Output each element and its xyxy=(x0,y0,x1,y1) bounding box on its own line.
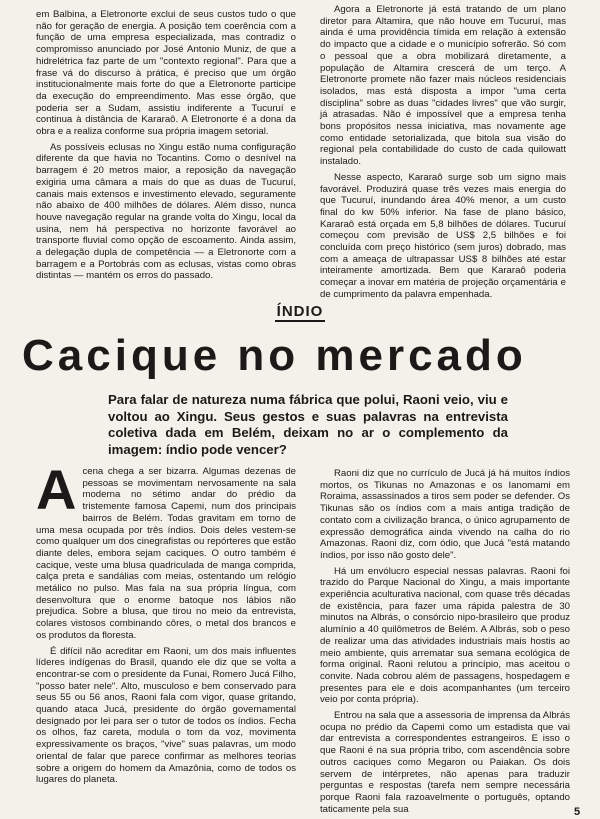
paragraph: Raoni diz que no currículo de Jucá já há muitos índios mortos, os Tikunas no Amazonas e os Ianomami em Roraima, assassinados a tiros sem poder se defender. Os Tikunas são os índios com a mais antiga tradição de contato com a civilização branca, o único agrupamento de expressão demográfica ainda vivendo na calha do rio Amazonas. Raoni diz, com ódio, que Jucá "está matando índios, por isso não gosto dele". xyxy=(320,468,570,561)
lead-paragraph xyxy=(36,458,296,642)
paragraph: Agora a Eletronorte já está tratando de um plano diretor para Altamira, que não houve em Tucuruí, mas ainda é uma providência tímida em relação à extensão do impacto que a cidade e o município sofrerão. Só com o pessoal que a obra mobilizará diretamente, a população de Altamira crescerá de um terço. A Eletronorte promete não fazer mais núcleos residenciais isolados, mas está disposta a impor "uma certa disciplina" sobre as duas "cidades livres" que vão surgir, já atrasadas. Não é impossível que a empresa tenha bons propósitos nessa iniciativa, mas novamente age como entidade setorializada, que bitola sua visão do regional pela contabilidade do custo de cada quilowatt instalado. xyxy=(320,4,566,168)
drop-cap: A xyxy=(36,458,77,521)
deck-subheading: Para falar de natureza numa fábrica que polui, Raoni veio, viu e voltou ao Xingu. Seus gestos e suas palavras na entrevista coletiva dada em Belém, deixam no ar o complemento da imagem: índio pode vencer? xyxy=(108,392,508,457)
paragraph: As possíveis eclusas no Xingu estão numa configuração diferente da que havia no Tocantins. Como o desnível na barragem é 20 metros maior, a reposição da navegação exigiria uma câmara a mais do que as duas de Tucuruí, canais mais extensos e investimento elevado, seguramente não abaixo de 400 milhões de dólares. Além disso, nunca houve navegação regular na grande volta do Xingu, local da usina, nem há perspectiva no horizonte favorável ao transporte fluvial como opção de escoamento. Ainda assim, a delegação dupla de competência — a Eletronorte com a barragem e a Portobrás com as eclusas, vistas como obras distintas — mantém os erros do passado. xyxy=(36,141,296,282)
article-column-top-left xyxy=(36,9,296,286)
page-number: 5 xyxy=(574,806,581,818)
paragraph: Entrou na sala que a assessoria de imprensa da Albrás ocupa no prédio da Capemi como um estadista que vai dar entrevista a correspondentes estrangeiros. E isso o que Raoni é na sua própria tribo, com ascendência sobre outros caciques como Megaron ou Paiakan. Os dois servem de intérpretes, não apenas para traduzir perguntas e respostas (tarefa nem sempre necessária porque Raoni fala razoavelmente o português, optando taticamente pela sua xyxy=(320,710,570,815)
section-label xyxy=(0,303,600,320)
paragraph: É difícil não acreditar em Raoni, um dos mais influentes líderes indígenas do Brasil, quando ele diz que se volta a encontrar-se com o presidente da Funai, Romero Jucá Filho, "posso bater nele". Alto, musculoso e bem conservado para seus 55 ou 56 anos, Raoni fala com vigor, quase gritando, quando ataca Jucá, presidente do órgão governamental designado por lei para ser o tutor de todos os índios. Fecha os olhos, faz careta, modula o tom da voz, movimenta expressivamente os braços, "vive" suas palavras, um modo oriental de falar que parece confirmar as melhores teorias sobre a origem do homem da Amazônia, como de todos os lugares do planeta. xyxy=(36,645,296,786)
lead-paragraph-text: cena chega a ser bizarra. Algumas dezenas de pessoas se movimentam nervosamente na sala moderna no sétimo andar do prédio da tristemente famosa Capemi, num dos principais bairros de Belém. Todas gravitam em torno de uma mesa ocupada por três índios. Dois deles vestem-se como qualquer um dos cinegrafistas ou repórteres que estão diante deles, embora sejam caciques. O outro também é cacique, veste uma blusa quadriculada de manga comprida, calça preta e sandálias com meias, ostentando um relógio metálico no pulso. Mas fala na sua própria língua, com desenvoltura que o enorme batoque nos lábios não prejudica. Sobre a blusa, que tirou no meio da entrevista, colares vistosos combinando côres, o metal dos brancos e os produtos da floresta. xyxy=(36,466,296,641)
paragraph: em Balbina, a Eletronorte exclui de seus custos tudo o que não for geração de energia. A posição tem coerência com a função de uma empresa especializada, mas contradiz o compromisso anunciado por José Antonio Muniz, de que a hidrelétrica faz parte de um "contexto regional". Para que a frase vá do discurso à prática, é preciso que um órgão institucionalmente mais forte do que a Eletronorte participe da execução do empreendimento. Mas esse órgão, que poderia ser a Sudam, assistiu indiferente a Tucuruí e continua à distância de Kararaô. A Eletronorte é a dona da obra e a realiza conforme sua própria imagem setorial. xyxy=(36,9,296,138)
paragraph: Nesse aspecto, Kararaô surge sob um signo mais favorável. Produzirá quase três vezes mais energia do que Tucuruí, inundando área 40% menor, a um custo final do kw 50% inferior. Na fase de plano básico, Kararaô está orçada em 5,8 bilhões de dólares. Tucuruí começou com previsão de US$ 2,5 bilhões e foi concluída com preço histórico (sem juros) dobrado, mas com a ameaça de ultrapassar US$ 8 bilhões até estar inteiramente amortizada. Bem que Kararaô poderia começar a inovar em matéria de projeção orçamentária e de cumprimento da palavra empenhada. xyxy=(320,171,566,300)
paragraph: Há um envólucro especial nessas palavras. Raoni foi trazido do Parque Nacional do Xingu, a mais importante experiência aculturativa nacional, com quase três décadas de existência, para fazer uma rápida palestra de 30 minutos na Albrás, o consórcio nipo-brasileiro que produz alumínio a 40 quilômetros de Belém. A Albrás, sob o peso de realizar uma das atividades industriais mais hostis ao meio ambiente, quis arrematar sua semana ecológica de forma original. Raoni relutou a princípio, mas aceitou o convite. Nada cobrou além de passagens, hospedagem e presentes para ele e dois acompanhantes (um terceiro veio por conta própria). xyxy=(320,565,570,706)
article-column-top-right xyxy=(320,4,566,305)
article-column-bottom-right xyxy=(320,468,570,819)
headline: Cacique no mercado xyxy=(22,331,527,380)
article-column-bottom-left xyxy=(36,458,296,790)
section-label-text: ÍNDIO xyxy=(276,303,324,320)
